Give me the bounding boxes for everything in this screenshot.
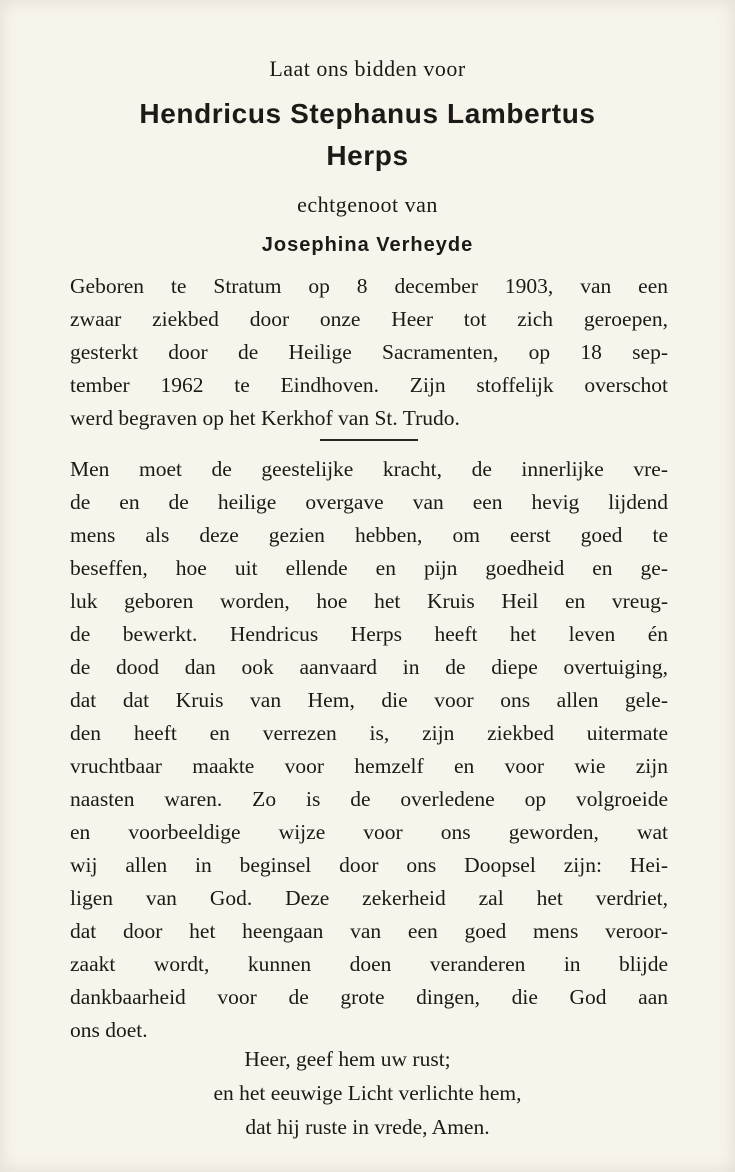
bio-line: tember 1962 te Eindhoven. Zijn stoffelijk overschot [70, 373, 668, 397]
meditation-line: dankbaarheid voor de grote dingen, die God aan [70, 985, 668, 1009]
meditation-line: Men moet de geestelijke kracht, de innerlijke vre- [70, 457, 668, 481]
spouse-of-text: echtgenoot van [297, 192, 438, 217]
meditation-line: dat dat Kruis van Hem, die voor ons allen gele- [70, 688, 668, 712]
meditation-line: naasten waren. Zo is de overledene op volgroeide [70, 787, 668, 811]
meditation-line: de bewerkt. Hendricus Herps heeft het leven én [70, 622, 668, 646]
biography-paragraph [70, 270, 668, 435]
deceased-name-line-2: Herps [326, 140, 409, 171]
bio-line: zwaar ziekbed door onze Heer tot zich geroepen, [70, 307, 668, 331]
meditation-line: wij allen in beginsel door ons Doopsel zijn: Hei- [70, 853, 668, 877]
meditation-line: zaakt wordt, kunnen doen veranderen in blijde [70, 952, 668, 976]
meditation-line: luk geboren worden, hoe het Kruis Heil en vreug- [70, 589, 668, 613]
closing-prayer [0, 1042, 735, 1144]
meditation-line: de dood dan ook aanvaard in de diepe overtuiging, [70, 655, 668, 679]
bio-line: gesterkt door de Heilige Sacramenten, op 18 sep- [70, 340, 668, 364]
meditation-paragraph [70, 453, 668, 1047]
meditation-line: ligen van God. Deze zekerheid zal het verdriet, [70, 886, 668, 910]
meditation-line: de en de heilige overgave van een hevig lijdend [70, 490, 668, 514]
meditation-line: ons doet. [70, 1018, 148, 1042]
intro-text: Laat ons bidden voor [269, 56, 466, 81]
meditation-line: dat door het heengaan van een goed mens veroor- [70, 919, 668, 943]
prayer-line: en het eeuwige Licht verlichte hem, [213, 1081, 522, 1105]
spouse-name: Josephina Verheyde [261, 234, 474, 256]
meditation-line: vruchtbaar maakte voor hemzelf en voor wie zijn [70, 754, 668, 778]
prayer-line: dat hij ruste in vrede, Amen. [245, 1115, 490, 1139]
section-divider [320, 439, 418, 441]
meditation-line: mens als deze gezien hebben, om eerst goed te [70, 523, 668, 547]
bio-line: werd begraven op het Kerkhof van St. Trudo. [70, 406, 460, 430]
meditation-line: en voorbeeldige wijze voor ons geworden, wat [70, 820, 668, 844]
meditation-line: den heeft en verrezen is, zijn ziekbed uitermate [70, 721, 668, 745]
meditation-line: beseffen, hoe uit ellende en pijn goedheid en ge- [70, 556, 668, 580]
deceased-name-line-1: Hendricus Stephanus Lambertus [139, 98, 596, 129]
bio-line: Geboren te Stratum op 8 december 1903, van een [70, 274, 668, 298]
prayer-line: Heer, geef hem uw rust; [244, 1047, 451, 1071]
